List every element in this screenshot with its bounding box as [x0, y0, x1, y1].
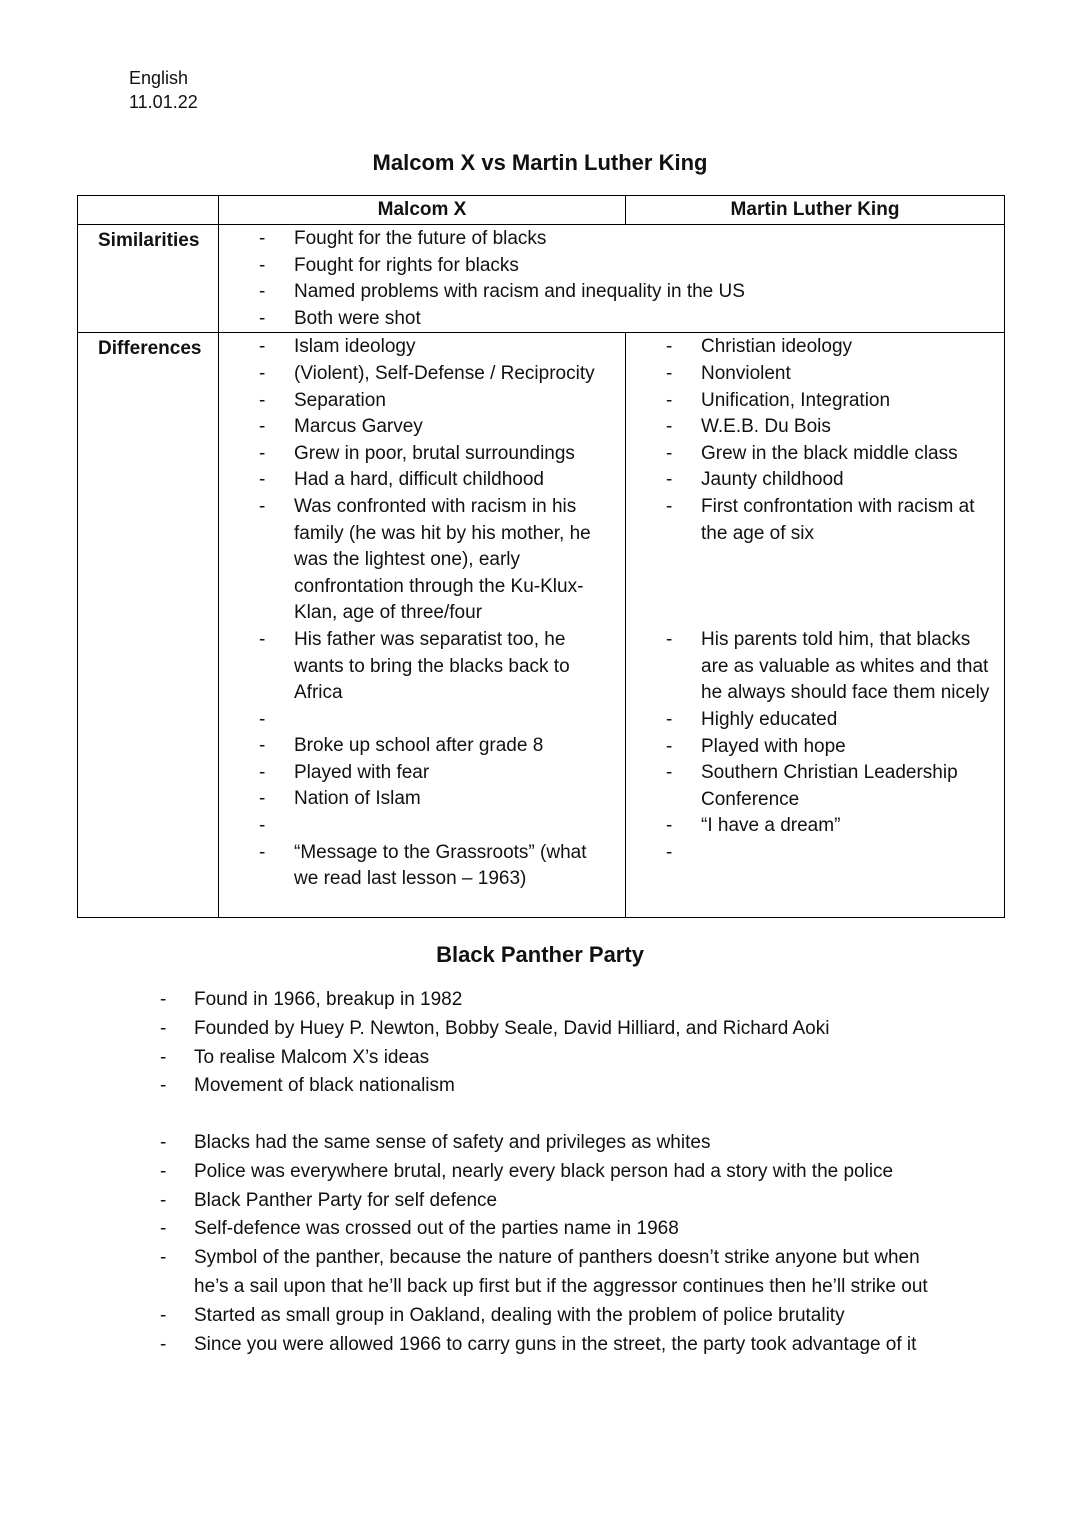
list-item: - Blacks had the same sense of safety and privileges as whites	[160, 1129, 950, 1158]
differences-row	[78, 333, 1005, 918]
mlk-differences-cell	[626, 333, 1005, 918]
black-panther-facts-list	[160, 986, 1020, 1101]
document-header	[129, 66, 198, 114]
list-item: - Named problems with racism and inequality in the US	[219, 279, 1004, 306]
list-item	[219, 707, 613, 734]
list-item: - Found in 1966, breakup in 1982	[160, 986, 1020, 1015]
list-item: - Unification, Integration	[626, 388, 996, 415]
list-item: - Black Panther Party for self defence	[160, 1187, 950, 1216]
list-item: - Played with fear	[219, 760, 613, 787]
list-item: - Jaunty childhood	[626, 467, 996, 494]
list-item: - “I have a dream”	[626, 813, 996, 840]
list-item: - Christian ideology	[626, 334, 996, 361]
list-item: - Founded by Huey P. Newton, Bobby Seale, David Hilliard, and Richard Aoki	[160, 1015, 1020, 1044]
comparison-title: Malcom X vs Martin Luther King	[372, 150, 708, 175]
list-item: - Separation	[219, 388, 613, 415]
list-item: - Grew in the black middle class	[626, 441, 996, 468]
list-item: - First confrontation with racism at the age of six	[626, 494, 996, 627]
list-item: - Broke up school after grade 8	[219, 733, 613, 760]
list-item: - “Message to the Grassroots” (what we read last lesson – 1963)	[219, 840, 613, 893]
list-item: - Grew in poor, brutal surroundings	[219, 441, 613, 468]
list-item: - Fought for the future of blacks	[219, 226, 1004, 253]
list-item: - Movement of black nationalism	[160, 1072, 1020, 1101]
black-panther-title: Black Panther Party	[436, 942, 644, 967]
list-item: - To realise Malcom X’s ideas	[160, 1044, 1020, 1073]
list-item: - His father was separatist too, he wants to bring the blacks back to Africa	[219, 627, 613, 707]
black-panther-details-list	[160, 1129, 950, 1359]
list-item: - Marcus Garvey	[219, 414, 613, 441]
malcom-differences-cell	[219, 333, 626, 918]
comparison-table	[77, 195, 1005, 918]
malcom-differences-list	[219, 333, 625, 892]
list-item: - Fought for rights for blacks	[219, 253, 1004, 280]
date-label: 11.01.22	[129, 92, 198, 112]
list-item: - Since you were allowed 1966 to carry guns in the street, the party took advantage of it	[160, 1331, 950, 1360]
list-item: - (Violent), Self-Defense / Reciprocity	[219, 361, 613, 388]
list-item: - Police was everywhere brutal, nearly every black person had a story with the police	[160, 1158, 950, 1187]
list-item: - Islam ideology	[219, 334, 613, 361]
list-item: - Symbol of the panther, because the nature of panthers doesn’t strike anyone but when he’s a sail upon that he’ll back up first but if the aggressor continues then he’ll strike out	[160, 1244, 950, 1302]
similarities-cell	[219, 225, 1005, 333]
list-item: - Southern Christian Leadership Conference	[626, 760, 996, 813]
list-item: - Was confronted with racism in his family (he was hit by his mother, he was the lightest one), early confrontation through the Ku-Klux-Klan, age of three/four	[219, 494, 613, 627]
similarities-list	[219, 225, 1004, 332]
list-item	[219, 813, 613, 840]
list-item: - Nonviolent	[626, 361, 996, 388]
similarities-row	[78, 225, 1005, 333]
row-label-similarities: Similarities	[78, 225, 219, 333]
list-item: - Both were shot	[219, 306, 1004, 333]
list-item: - Had a hard, difficult childhood	[219, 467, 613, 494]
subject-label: English	[129, 68, 189, 88]
list-item: - Highly educated	[626, 707, 996, 734]
list-item: - Started as small group in Oakland, dealing with the problem of police brutality	[160, 1302, 950, 1331]
list-item: - His parents told him, that blacks are as valuable as whites and that he always should face them nicely	[626, 627, 996, 707]
list-item: - Nation of Islam	[219, 786, 613, 813]
column-header-malcom: Malcom X	[219, 196, 626, 225]
column-header-mlk: Martin Luther King	[626, 196, 1005, 225]
list-item: - Played with hope	[626, 734, 996, 761]
list-item	[626, 840, 996, 867]
mlk-differences-list	[626, 333, 1004, 866]
row-label-differences: Differences	[78, 333, 219, 918]
list-item: - Self-defence was crossed out of the parties name in 1968	[160, 1215, 950, 1244]
table-header-row	[78, 196, 1005, 225]
list-item: - W.E.B. Du Bois	[626, 414, 996, 441]
